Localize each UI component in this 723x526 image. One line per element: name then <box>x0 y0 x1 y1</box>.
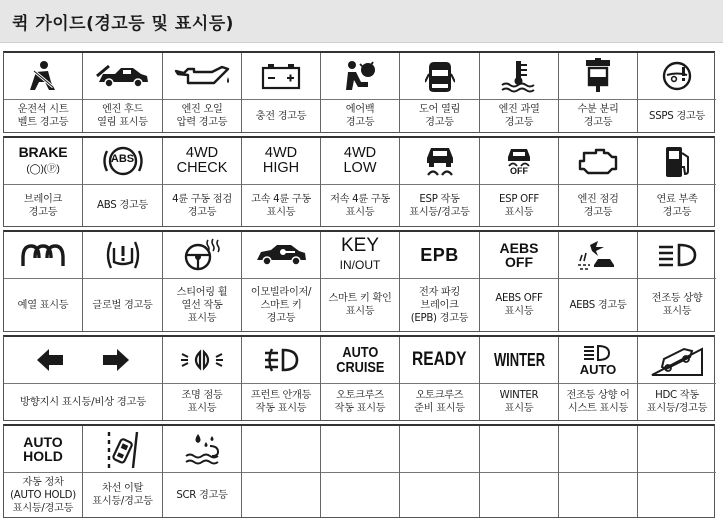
indicator-cell <box>638 232 716 331</box>
indicator-label: 스마트 키 확인 표시등 <box>328 293 392 317</box>
indicator-label: 차선 이탈 표시등/경고등 <box>92 483 153 507</box>
hdc-icon <box>638 337 716 384</box>
empty-icon-slot <box>400 426 479 473</box>
indicator-label: SSPS 경고등 <box>649 110 705 122</box>
indicator-cell <box>638 53 716 132</box>
empty-icon-slot <box>559 426 637 473</box>
empty-cell <box>480 426 559 517</box>
esp-icon <box>400 138 479 185</box>
indicator-label <box>560 473 636 517</box>
indicator-label: 에어백 경고등 <box>345 104 375 128</box>
fuel-icon <box>638 138 716 185</box>
4wd-check-icon: 4WD CHECK <box>163 138 241 185</box>
light-on-icon <box>163 337 241 384</box>
4wd-low-icon: 4WD LOW <box>321 138 399 185</box>
esp-off-icon: OFF <box>480 138 558 185</box>
battery-icon <box>242 53 320 100</box>
global-warning-icon <box>83 232 162 279</box>
empty-cell <box>400 426 480 517</box>
indicator-cell <box>400 232 480 331</box>
ssps-icon <box>638 53 716 100</box>
aebs-warning-icon <box>559 232 637 279</box>
indicator-label: 전조등 상향 표시등 <box>651 293 703 317</box>
indicator-label: ESP 작동 표시등/경고등 <box>409 193 470 218</box>
auto-hold-icon: AUTO HOLD <box>4 426 82 473</box>
indicator-cell <box>480 53 559 132</box>
indicator-cell <box>4 53 83 132</box>
indicator-label: 오토크루즈 준비 표시등 <box>414 390 465 414</box>
indicator-label: 연료 부족 경고등 <box>656 193 698 218</box>
indicator-label: 충전 경고등 <box>255 110 307 122</box>
page-header <box>0 0 723 43</box>
turn-signal-icon <box>4 337 162 384</box>
high-beam-icon <box>638 232 716 279</box>
scr-icon <box>163 426 241 473</box>
oil-can-icon <box>163 53 241 100</box>
indicator-cell <box>83 232 163 331</box>
indicator-cell <box>400 53 480 132</box>
ready-icon: READY <box>400 337 479 384</box>
indicator-label: WINTER 표시등 <box>499 390 539 414</box>
indicator-label: AEBS OFF 표시등 <box>495 293 543 317</box>
winter-icon: WINTER <box>480 337 558 384</box>
indicator-cell <box>559 138 638 226</box>
indicator-row <box>3 424 715 518</box>
indicator-cell <box>638 337 716 420</box>
empty-icon-slot <box>480 426 558 473</box>
indicator-label <box>322 473 398 517</box>
aebs-off-icon: AEBS OFF <box>480 232 558 279</box>
indicator-label: 자동 정차 (AUTO HOLD) 표시등/경고등 <box>10 476 76 514</box>
indicator-label <box>401 473 478 517</box>
indicator-label: 이모빌라이저/ 스마트 키 경고등 <box>250 286 312 324</box>
front-fog-icon <box>242 337 320 384</box>
empty-cell <box>242 426 321 517</box>
indicator-cell <box>163 426 242 517</box>
check-engine-icon <box>559 138 637 185</box>
indicator-cell <box>4 232 83 331</box>
indicator-label: 고속 4륜 구동 표시등 <box>251 193 311 218</box>
indicator-cell <box>638 138 716 226</box>
indicator-row <box>3 230 715 332</box>
empty-cell <box>638 426 716 517</box>
indicator-label: SCR 경고등 <box>176 489 228 501</box>
empty-icon-slot <box>242 426 320 473</box>
indicator-label: 도어 열림 경고등 <box>418 104 461 128</box>
indicator-label: 브레이크 경고등 <box>23 193 63 218</box>
indicator-cell <box>400 337 480 420</box>
indicator-label: AEBS 경고등 <box>569 299 627 311</box>
indicator-label: 4륜 구동 점검 경고등 <box>172 193 232 218</box>
indicator-cell <box>559 53 638 132</box>
indicator-label <box>639 473 715 517</box>
indicator-label: 엔진 오일 압력 경고등 <box>176 104 228 128</box>
indicator-label: 방향지시 표시등/비상 경고등 <box>19 395 147 408</box>
indicator-label: HDC 작동 표시등/경고등 <box>646 390 708 414</box>
indicator-row <box>3 51 715 133</box>
indicator-cell <box>242 53 321 132</box>
coolant-temp-icon <box>480 53 558 100</box>
indicator-cell <box>321 232 400 331</box>
airbag-icon <box>321 53 399 100</box>
indicator-label: 엔진 후드 열림 표시등 <box>97 104 148 128</box>
key-in-out-icon: KEY IN/OUT <box>321 232 399 279</box>
indicator-label: 예열 표시등 <box>17 299 69 311</box>
auto-cruise-icon: AUTO CRUISE <box>321 337 399 384</box>
indicator-label: 스티어링 휠 열선 작동 표시등 <box>176 286 228 324</box>
high-beam-assist-icon: AUTO <box>559 337 637 384</box>
heated-steering-icon <box>163 232 241 279</box>
indicator-label: 조명 점등 표시등 <box>181 390 223 414</box>
seatbelt-icon <box>4 53 82 100</box>
indicator-cell <box>4 138 83 226</box>
empty-cell <box>321 426 400 517</box>
indicator-cell <box>4 337 163 420</box>
indicator-cell <box>83 138 163 226</box>
indicator-cell <box>400 138 480 226</box>
indicator-label <box>481 473 557 517</box>
indicator-cell <box>559 232 638 331</box>
brake-icon: BRAKE (◯)(Ⓟ) <box>4 138 82 185</box>
indicator-cell <box>163 232 242 331</box>
indicator-cell <box>242 232 321 331</box>
indicator-label: 운전석 시트 벨트 경고등 <box>17 104 69 128</box>
indicator-cell <box>242 337 321 420</box>
immobilizer-icon <box>242 232 320 279</box>
indicator-label: 전조등 상향 어 시스트 표시등 <box>566 390 630 414</box>
indicator-cell <box>4 426 83 517</box>
lane-departure-icon <box>83 426 162 473</box>
indicator-row <box>3 136 715 227</box>
empty-icon-slot <box>638 426 716 473</box>
indicator-cell <box>163 53 242 132</box>
empty-cell <box>559 426 638 517</box>
indicator-label: 글로벌 경고등 <box>92 299 153 311</box>
indicator-cell <box>163 138 242 226</box>
indicator-cell <box>559 337 638 420</box>
indicator-cell <box>480 138 559 226</box>
indicator-label: 오토크루즈 작동 표시등 <box>334 390 386 414</box>
indicator-cell <box>321 53 400 132</box>
epb-icon: EPB <box>400 232 479 279</box>
indicator-label: 프런트 안개등 작동 표시등 <box>250 390 312 414</box>
indicator-label: 전자 파킹 브레이크 (EPB) 경고등 <box>410 286 469 324</box>
indicator-label <box>243 473 319 517</box>
indicator-cell <box>83 426 163 517</box>
page-title: 퀵 가이드(경고등 및 표시등) <box>12 14 234 34</box>
hood-open-icon <box>83 53 162 100</box>
indicator-label: 엔진 과열 경고등 <box>498 104 540 128</box>
indicator-cell <box>83 53 163 132</box>
door-open-icon <box>400 53 479 100</box>
indicator-cell <box>163 337 242 420</box>
water-separator-icon <box>559 53 637 100</box>
indicator-cell <box>321 138 400 226</box>
4wd-high-icon: 4WD HIGH <box>242 138 320 185</box>
indicator-label: 엔진 점검 경고등 <box>577 193 619 218</box>
indicator-label: 저속 4륜 구동 표시등 <box>330 193 390 218</box>
empty-icon-slot <box>321 426 399 473</box>
indicator-label: ABS 경고등 <box>97 200 148 211</box>
indicator-label: ESP OFF 표시등 <box>499 193 539 218</box>
indicator-cell <box>242 138 321 226</box>
glow-plug-icon <box>4 232 82 279</box>
indicator-label: 수분 분리 경고등 <box>577 104 619 128</box>
indicator-cell <box>321 337 400 420</box>
indicator-row <box>3 335 715 421</box>
abs-icon: ABS <box>83 138 162 185</box>
indicator-cell <box>480 337 559 420</box>
indicator-cell <box>480 232 559 331</box>
